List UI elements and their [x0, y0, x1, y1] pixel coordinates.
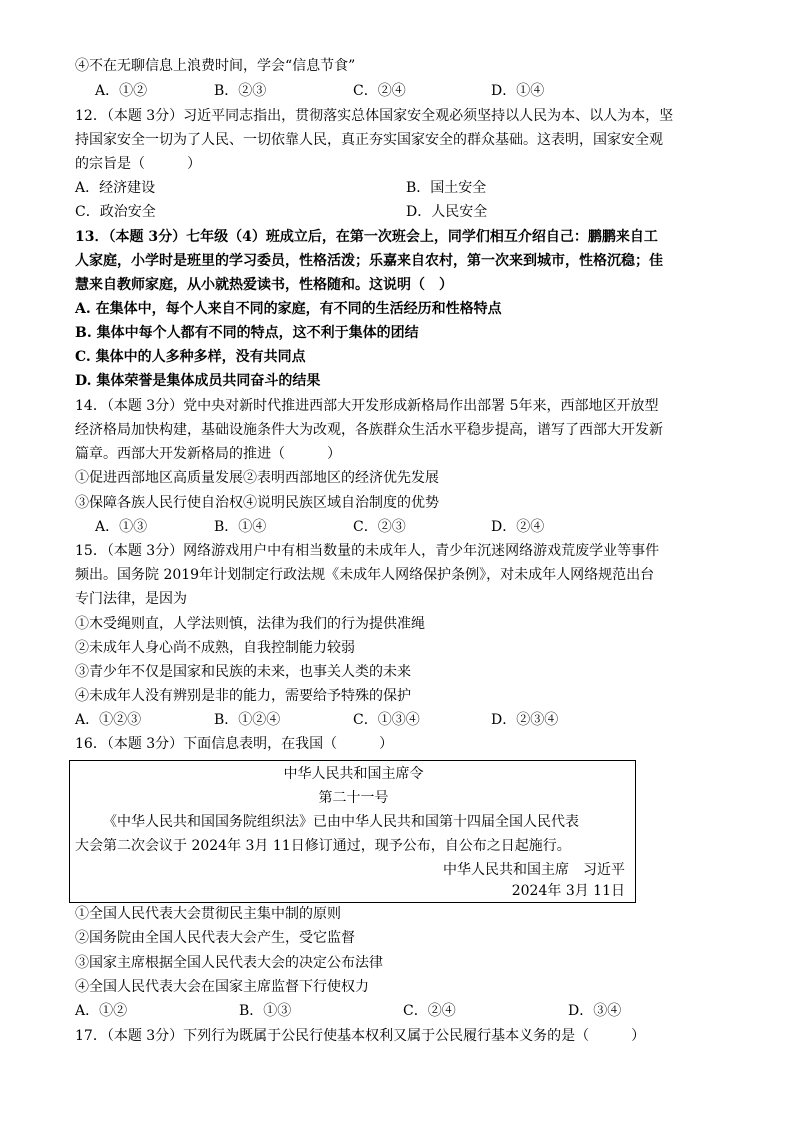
q16-option-b: B．①③ [239, 1003, 292, 1019]
q15-stem-line1: 15．（本题 3分）网络游戏用户中有相当数量的未成年人，青少年沉迷网络游戏荒废学业等事件 [75, 543, 660, 559]
q11-option-d: D．①④ [491, 83, 545, 99]
q14-stem-line1: 14．（本题 3分）党中央对新时代推进西部大开发形成新格局作出部署 5年来，西部地区开放型 [75, 398, 659, 414]
q16-option-a: A．①② [75, 1003, 128, 1019]
q14-stem-line3: 篇章。西部大开发新格局的推进（ ） [75, 446, 341, 462]
q15-option-d: D．②③④ [491, 712, 559, 728]
q15-option-a: A．①②③ [75, 712, 142, 728]
q14-items-line1: ①促进西部地区高质量发展②表明西部地区的经济优先发展 [75, 470, 439, 486]
decree-box [69, 760, 636, 903]
q13-option-c: C. 集体中的人多种多样，没有共同点 [75, 349, 306, 365]
decree-body-line2: 大会第二次会议于 2024年 3月 11日修订通过，现予公布，自公布之日起施行。 [75, 838, 571, 854]
q15-option-b: B．①②④ [214, 712, 281, 728]
q15-stem-line2: 频出。国务院 2019年计划制定行政法规《未成年人网络保护条例》，对未成年人网络规范出台 [75, 567, 655, 583]
decree-body-line1: 《中华人民共和国国务院组织法》已由中华人民共和国第十四届全国人民代表 [103, 814, 579, 830]
q12-stem-line1: 12．（本题 3分）习近平同志指出，贯彻落实总体国家安全观必须坚持以人民为本、以人为本，坚 [75, 108, 674, 124]
q13-option-b: B. 集体中每个人都有不同的特点，这不利于集体的团结 [75, 325, 419, 341]
q14-option-d: D．②④ [491, 519, 545, 535]
q16-option-c: C．②④ [403, 1003, 456, 1019]
q16-stem: 16．（本题 3分）下面信息表明，在我国（ ） [75, 736, 394, 752]
q14-stem-line2: 经济格局加快构建，基础设施条件大为改观，各族群众生活水平稳步提高，谱写了西部大开发新 [75, 422, 663, 438]
q15-option-c: C．①③④ [353, 712, 420, 728]
q15-item-2: ②未成年人身心尚不成熟，自我控制能力较弱 [75, 640, 355, 656]
q14-option-c: C．②③ [353, 519, 406, 535]
q13-stem-line3: 慧来自教师家庭，从小就热爱读书，性格随和。这说明（ ） [75, 277, 453, 293]
q12-option-b: B．国土安全 [406, 180, 487, 196]
q16-item-4: ④全国人民代表大会在国家主席监督下行使权力 [75, 979, 369, 995]
decree-number: 第二十一号 [318, 790, 389, 806]
q12-option-a: A．经济建设 [75, 180, 156, 196]
q16-item-1: ①全国人民代表大会贯彻民主集中制的原则 [75, 906, 341, 922]
q12-option-d: D．人民安全 [406, 204, 488, 220]
q14-option-a: A．①③ [95, 519, 148, 535]
q15-item-3: ③青少年不仅是国家和民族的未来，也事关人类的未来 [75, 664, 411, 680]
decree-date: 2024年 3月 11日 [511, 883, 625, 899]
q11-option-c: C．②④ [353, 83, 406, 99]
q16-option-d: D．③④ [568, 1003, 622, 1019]
q15-item-1: ①木受绳则直，人学法则慎，法律为我们的行为提供准绳 [75, 616, 425, 632]
q15-stem-line3: 专门法律，是因为 [75, 591, 187, 607]
q11-item4: ④不在无聊信息上浪费时间，学会“信息节食” [75, 58, 356, 74]
q13-option-d: D. 集体荣誉是集体成员共同奋斗的结果 [75, 373, 321, 389]
q11-option-a: A．①② [95, 83, 148, 99]
decree-signature: 中华人民共和国主席 习近平 [443, 862, 625, 878]
q14-items-line2: ③保障各族人民行使自治权④说明民族区域自治制度的优势 [75, 495, 439, 511]
q13-stem-line2: 人家庭，小学时是班里的学习委员，性格活泼；乐嘉来自农村，第一次来到城市，性格沉稳；佳 [75, 253, 663, 269]
q12-option-c: C．政治安全 [75, 204, 156, 220]
q12-stem-line3: 的宗旨是（ ） [75, 156, 201, 172]
q15-item-4: ④未成年人没有辨别是非的能力，需要给予特殊的保护 [75, 688, 411, 704]
q13-option-a: A. 在集体中，每个人来自不同的家庭，有不同的生活经历和性格特点 [75, 301, 502, 317]
q16-item-2: ②国务院由全国人民代表大会产生，受它监督 [75, 930, 355, 946]
q13-stem-line1: 13．（本题 3分）七年级（4）班成立后，在第一次班会上，同学们相互介绍自己：鹏鹏来自工 [75, 229, 658, 245]
q17-stem: 17．（本题 3分）下列行为既属于公民行使基本权利又属于公民履行基本义务的是（ ） [75, 1028, 646, 1044]
q14-option-b: B．①④ [214, 519, 267, 535]
decree-title: 中华人民共和国主席令 [283, 766, 424, 782]
q16-item-3: ③国家主席根据全国人民代表大会的决定公布法律 [75, 955, 383, 971]
q11-option-b: B．②③ [214, 83, 267, 99]
q12-stem-line2: 持国家安全一切为了人民、一切依靠人民，真正夯实国家安全的群众基础。这表明，国家安全观 [75, 132, 663, 148]
